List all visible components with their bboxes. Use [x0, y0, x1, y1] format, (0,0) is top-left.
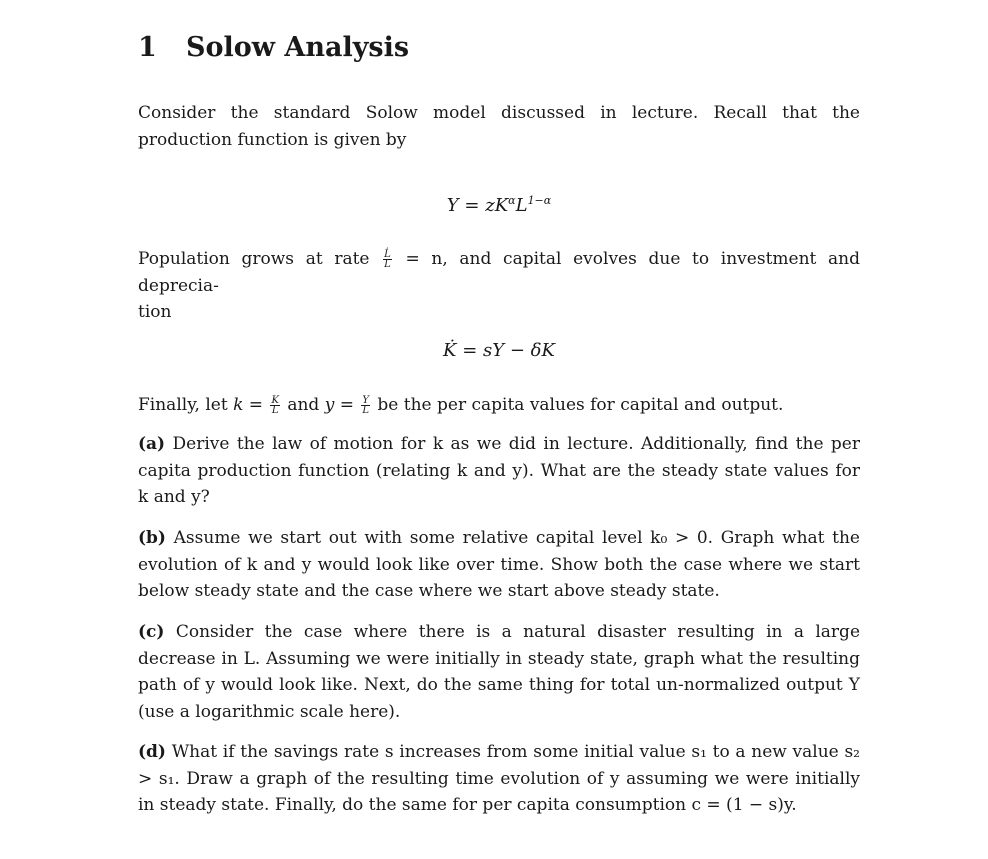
k-fraction: [270, 396, 279, 415]
population-text-wrap: tion: [138, 302, 172, 322]
k-frac-numerator: K: [271, 395, 279, 406]
finally-after: be the per capita values for capital and output.: [377, 395, 784, 415]
population-paragraph: [138, 246, 860, 326]
eq-k: K: [494, 195, 509, 216]
question-a-label: (a): [138, 434, 166, 454]
question-b-text: Assume we start out with some relative capital level k₀ > 0. Graph what the evolution of k and y would look like over time. Show both the case where we start below steady state and the case where we start above steady state.: [138, 528, 860, 601]
finally-mid: and: [287, 395, 320, 415]
question-b: [138, 525, 860, 605]
eq-k-exponent: α: [508, 194, 516, 207]
capital-motion-equation: K̇ = sY − δK: [443, 340, 555, 361]
question-c: [138, 619, 860, 725]
section-title: Solow Analysis: [186, 32, 410, 63]
eq-equals: =: [464, 195, 480, 216]
population-text-before: Population grows at rate: [138, 249, 370, 269]
question-d: [138, 739, 860, 819]
question-d-label: (d): [138, 742, 166, 762]
y-frac-numerator: Y: [362, 395, 369, 406]
y-frac-denominator: L: [362, 405, 370, 416]
eq-l: L: [515, 195, 528, 216]
intro-paragraph: Consider the standard Solow model discussed in lecture. Recall that the production function is given by: [138, 103, 860, 150]
question-a: [138, 431, 860, 511]
population-text-after: = n, and capital evolves due to investment and deprecia-: [138, 249, 860, 296]
y-fraction: [361, 396, 370, 415]
section-number: 1: [138, 32, 157, 63]
eq-y: Y: [446, 195, 459, 216]
population-growth-fraction: [383, 250, 392, 269]
frac-denominator: L: [384, 259, 391, 270]
eq-z: z: [485, 195, 495, 216]
question-d-text: What if the savings rate s increases from some initial value s₁ to a new value s₂ > s₁. Draw a graph of the resulting time evolution of y assuming we were initially in steady state. Finally, do the same for per capita consumption c = (1 − s)y.: [138, 742, 860, 815]
frac-numerator: L̇: [384, 249, 391, 260]
k-frac-denominator: L: [271, 405, 279, 416]
question-c-label: (c): [138, 622, 165, 642]
k-definition: k =: [233, 395, 264, 415]
eq-l-exponent: 1−α: [527, 194, 552, 207]
finally-before: Finally, let: [138, 395, 228, 415]
question-b-label: (b): [138, 528, 166, 548]
per-capita-definition: [138, 392, 860, 419]
question-c-text: Consider the case where there is a natural disaster resulting in a large decrease in L. Assuming we were initially in steady state, graph what the resulting path of y would look like. Next, do the same thing for total un-normalized output Y (use a logarithmic scale here).: [138, 622, 861, 722]
y-definition: y =: [324, 395, 354, 415]
section-heading: [138, 32, 409, 63]
production-function-equation: [138, 194, 860, 216]
question-a-text: Derive the law of motion for k as we did in lecture. Additionally, find the per capita production function (relating k and y). What are the steady state values for k and y?: [138, 434, 860, 507]
